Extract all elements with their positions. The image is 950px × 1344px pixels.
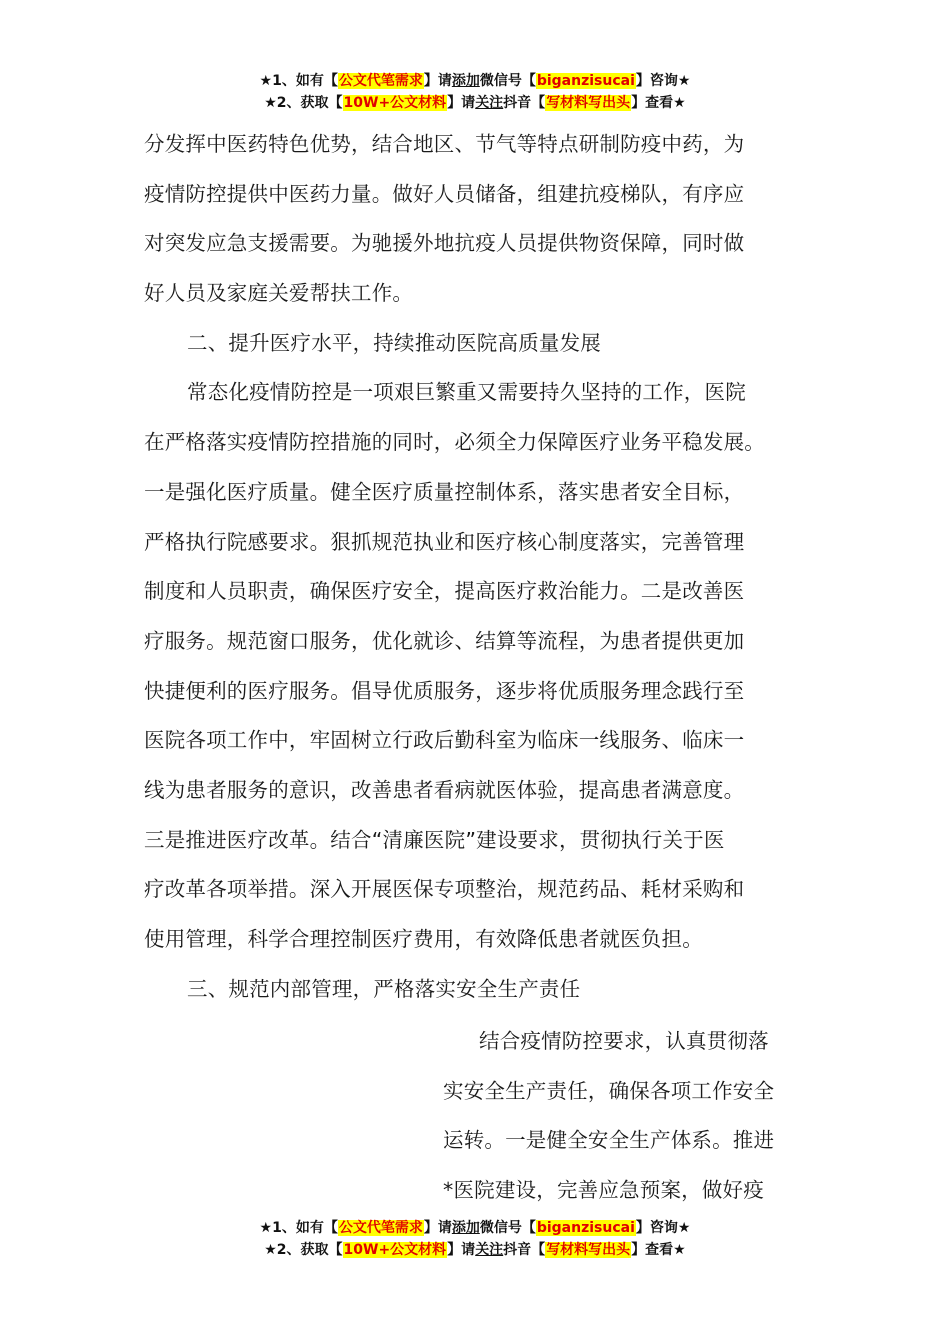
document-body-tail	[443, 1017, 823, 1216]
body-line: 好人员及家庭关爱帮扶工作。	[144, 281, 414, 306]
body-line: 严格执行院感要求。狠抓规范执业和医疗核心制度落实，完善管理	[144, 529, 745, 554]
body-line: 实安全生产责任，确保各项工作安全	[443, 1078, 775, 1103]
header-banner	[0, 70, 950, 114]
body-line: 医院各项工作中，牢固树立行政后勤科室为临床一线服务、临床一	[144, 728, 745, 753]
body-line: 分发挥中医药特色优势，结合地区、节气等特点研制防疫中药，为	[144, 132, 745, 156]
body-line: 一是强化医疗质量。健全医疗质量控制体系，落实患者安全目标，	[144, 479, 745, 504]
body-line: 使用管理，科学合理控制医疗费用，有效降低患者就医负担。	[144, 927, 703, 951]
body-line: 制度和人员职责，确保医疗安全，提高医疗救治能力。二是改善医	[144, 579, 745, 604]
highlight-wechat-id: biganzisucai	[536, 73, 635, 89]
body-line: 疗服务。规范窗口服务，优化就诊、结算等流程，为患者提供更加	[144, 628, 745, 653]
banner-line-1: ★1、如有【公文代笔需求】请添加微信号【biganzisucai】咨询★	[259, 73, 691, 89]
body-line: 线为患者服务的意识，改善患者看病就医体验，提高患者满意度。	[144, 777, 745, 802]
highlight-douyin-account: 写材料写出头	[546, 1242, 631, 1258]
highlight-douyin-account: 写材料写出头	[546, 95, 631, 111]
body-line: 疫情防控提供中医药力量。做好人员储备，组建抗疫梯队，有序应	[144, 181, 745, 206]
banner-line-1: ★1、如有【公文代笔需求】请添加微信号【biganzisucai】咨询★	[259, 1220, 691, 1236]
body-line: 对突发应急支援需要。为驰援外地抗疫人员提供物资保障，同时做	[144, 231, 745, 256]
document-body	[144, 120, 820, 1014]
highlight-wechat-id: biganzisucai	[536, 1220, 635, 1236]
body-line: 三是推进医疗改革。结合“清廉医院”建设要求，贯彻执行关于医	[144, 827, 725, 852]
banner-line-2: ★2、获取【10W+公文材料】请关注抖音【写材料写出头】查看★	[264, 95, 686, 111]
footer-banner	[0, 1217, 950, 1261]
body-line: 在严格落实疫情防控措施的同时，必须全力保障医疗业务平稳发展。	[144, 430, 765, 455]
highlight-service: 公文代笔需求	[338, 1220, 423, 1236]
banner-line-2: ★2、获取【10W+公文材料】请关注抖音【写材料写出头】查看★	[264, 1242, 686, 1258]
body-line: *医院建设，完善应急预案，做好疫	[443, 1178, 764, 1203]
body-line: 疗改革各项举措。深入开展医保专项整治，规范药品、耗材采购和	[144, 877, 745, 902]
highlight-materials: 10W+公文材料	[343, 1242, 447, 1258]
section-heading-2: 二、提升医疗水平，持续推动医院高质量发展	[187, 330, 601, 355]
section-heading-3: 三、规范内部管理，严格落实安全生产责任	[187, 976, 581, 1001]
highlight-materials: 10W+公文材料	[343, 95, 447, 111]
highlight-service: 公文代笔需求	[338, 73, 423, 89]
body-line: 运转。一是健全安全生产体系。推进	[443, 1128, 775, 1153]
body-line: 常态化疫情防控是一项艰巨繁重又需要持久坚持的工作，医院	[187, 380, 746, 405]
body-line: 结合疫情防控要求，认真贯彻落	[479, 1029, 769, 1053]
body-line: 快捷便利的医疗服务。倡导优质服务，逐步将优质服务理念践行至	[144, 678, 745, 703]
